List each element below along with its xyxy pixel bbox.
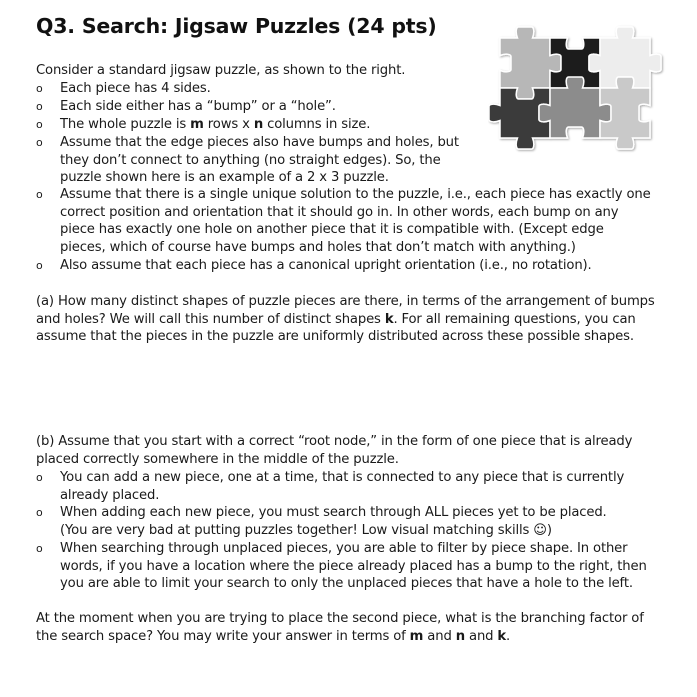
bullet-line: Each side either has a “bump” or a “hole”. [60,99,336,114]
jigsaw-puzzle-illustration [488,22,666,184]
part-b-line: (b) Assume that you start with a correct “root node,” in the form of one piece that is already [36,434,633,449]
bullet-line: correct position and orientation that it should go in. In other words, each bump on any [60,204,619,220]
bullet-marker: o [36,542,43,555]
bullet-text-part: columns in size. [263,117,371,132]
var-m: m [190,117,204,132]
part-a-line: assume that the pieces in the puzzle are uniformly distributed across these possible shapes. [36,329,634,345]
bullet-line: Each piece has 4 sides. [60,81,211,96]
part-b-intro [36,433,632,468]
bullet-marker: o [36,100,43,113]
bullet-line: piece has exactly one hole on another piece that it is compatible with. (Except edge [60,222,604,238]
question-end: . [506,628,511,644]
bullet-text [60,540,647,593]
var-k: k [384,311,394,327]
var-n: n [455,628,465,644]
bullet-line: Also assume that each piece has a canonical upright orientation (i.e., no rotation). [60,258,592,273]
bullet-marker: o [36,82,43,95]
part-a-line: (a) How many distinct shapes of puzzle pieces are there, in terms of the arrangement of bumps [36,294,655,309]
bullet-marker: o [36,118,43,131]
bullet-marker: o [36,506,43,519]
bullet-text [60,257,592,275]
bullet-line: When searching through unplaced pieces, you are able to filter by piece shape. In other [60,541,628,556]
part-b-question [36,610,644,645]
bullet-text [60,80,211,98]
part-a-line: and holes? We will call this number of distinct shapes [36,311,385,327]
bullet-text-part: rows x [203,117,254,132]
bullet-marker: o [36,259,43,272]
bullet-line [60,116,370,134]
bullet-marker: o [36,471,43,484]
bullet-marker: o [36,136,43,149]
bullet-text [60,134,459,187]
bullet-text [60,469,624,504]
bullet-line: already placed. [60,487,160,503]
part-a-line: . For all remaining questions, you can [393,311,636,327]
bullet-line: Assume that the edge pieces also have bumps and holes, but [60,135,459,150]
bullet-line: When adding each new piece, you must search through ALL pieces yet to be placed. [60,505,607,520]
bullet-line: Assume that there is a single unique solution to the puzzle, i.e., each piece has exactly one [60,187,651,202]
part-a-text [36,293,655,346]
bullet-text [60,116,370,134]
bullet-text [60,186,651,256]
bullet-line: pieces, which of course have bumps and holes that don’t match with anything.) [60,239,576,255]
bullet-line: (You are very bad at putting puzzles together! Low visual matching skills ☺) [60,522,552,538]
bullet-text-part: The whole puzzle is [60,117,191,132]
question-line: At the moment when you are trying to place the second piece, what is the branching factor of [36,611,644,626]
intro-text: Consider a standard jigsaw puzzle, as shown to the right. [36,63,406,78]
bullet-line: You can add a new piece, one at a time, that is connected to any piece that is currently [60,470,625,485]
var-n: n [253,117,264,132]
var-k: k [497,628,507,644]
bullet-line: they don’t connect to anything (no straight edges). So, the [60,152,441,168]
question-title: Q3. Search: Jigsaw Puzzles (24 pts) [36,14,437,38]
bullet-line: puzzle shown here is an example of a 2 x 3 puzzle. [60,170,389,186]
bullet-line: you are able to limit your search to only the unplaced pieces that have a hole to the left. [60,576,633,592]
var-m: m [409,628,424,644]
bullet-text [60,98,336,116]
question-and: and [464,628,498,644]
bullet-marker: o [36,188,43,201]
question-and: and [423,628,456,644]
bullet-text [60,504,607,539]
bullet-line: words, if you have a location where the piece already placed has a bump to the right, then [60,558,647,574]
part-b-line: placed correctly somewhere in the middle of the puzzle. [36,451,399,467]
question-line: the search space? You may write your answer in terms of [36,628,410,644]
